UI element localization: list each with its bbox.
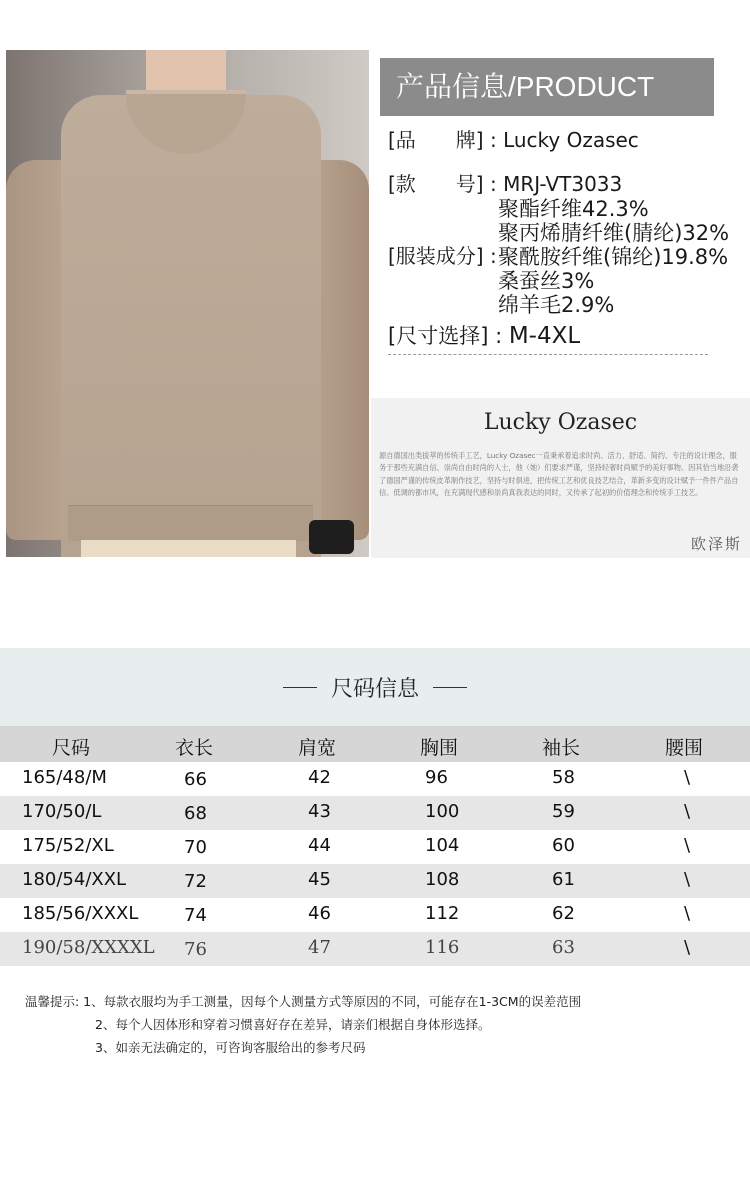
chest-cell: 104 <box>425 835 460 856</box>
sleeve-cell: 58 <box>552 767 575 788</box>
brand-card <box>371 398 750 558</box>
note-line: 3、如亲无法确定的，可咨询客服给出的参考尺码 <box>95 1040 366 1055</box>
divider <box>283 687 317 688</box>
composition-item: 聚丙烯腈纤维(腈纶)32% <box>498 221 730 245</box>
shoulder-cell: 46 <box>308 903 331 924</box>
size-select-row: [尺寸选择] : M-4XL <box>388 320 580 350</box>
waist-cell: \ <box>684 937 691 958</box>
size-table-header <box>0 726 750 762</box>
header-cell: 衣长 <box>175 737 214 759</box>
composition-item: 聚酰胺纤维(锦纶)19.8% <box>498 245 729 269</box>
header-cell: 腰围 <box>665 737 704 759</box>
chest-cell: 96 <box>425 767 448 788</box>
composition-label: [服装成分] <box>388 244 484 268</box>
length-cell: 68 <box>184 803 207 824</box>
table-row <box>0 796 750 830</box>
divider <box>388 354 708 355</box>
product-info-heading: 产品信息/PRODUCT <box>380 58 714 116</box>
size-cell: 180/54/XXL <box>22 869 127 890</box>
waist-cell: \ <box>684 801 691 822</box>
waist-cell: \ <box>684 835 691 856</box>
length-cell: 66 <box>184 769 207 790</box>
divider <box>433 687 467 688</box>
composition-item: 聚酯纤维42.3% <box>498 197 649 221</box>
shoulder-cell: 45 <box>308 869 331 890</box>
table-row <box>0 762 750 796</box>
length-cell: 72 <box>184 871 207 892</box>
shoulder-cell: 47 <box>308 937 331 958</box>
length-cell: 74 <box>184 905 207 926</box>
size-cell: 185/56/XXXL <box>22 903 139 924</box>
chest-cell: 116 <box>425 937 460 958</box>
size-cell: 170/50/L <box>22 801 102 822</box>
header-cell: 胸围 <box>420 737 459 759</box>
composition-row: [服装成分] : <box>388 240 497 269</box>
composition-item: 绵羊毛2.9% <box>498 293 615 317</box>
size-title-text: 尺码信息 <box>330 676 419 702</box>
sleeve-cell: 62 <box>552 903 575 924</box>
brand-row: [品 牌] : Lucky Ozasec <box>388 124 639 153</box>
size-select-value: M-4XL <box>508 323 581 349</box>
note-line: 温馨提示: 1、每款衣服均为手工测量，因每个人测量方式等原因的不同，可能存在1-3CM的误差范围 <box>25 994 582 1009</box>
watch-image <box>309 520 354 554</box>
header-cell: 肩宽 <box>298 737 337 759</box>
header-cell: 袖长 <box>542 737 581 759</box>
composition-list <box>498 197 729 317</box>
model-row: [款 号] : MRJ-VT3033 <box>388 168 622 197</box>
sleeve-cell: 60 <box>552 835 575 856</box>
length-cell: 76 <box>184 939 207 960</box>
size-title <box>0 648 750 726</box>
model-label: [款 号] <box>388 172 484 196</box>
size-cell: 175/52/XL <box>22 835 114 856</box>
shoulder-cell: 42 <box>308 767 331 788</box>
header-cell: 尺码 <box>52 737 91 759</box>
chest-cell: 112 <box>425 903 460 924</box>
brand-logo: Lucky Ozasec <box>483 410 638 435</box>
table-row <box>0 898 750 932</box>
brand-description: 源自德国出类拔萃的传统手工艺，Lucky Ozasec一直秉承着追求时尚、活力、舒适、简约、专注的设计理念，服务于那些充满自信、崇尚自由时尚的人士，他（她）们要求严谨，坚持轻奢时尚赋予的美好事物。因其恰当地沿袭了德国严谨的传统皮革制作技艺，坚持与时俱进，把传统工艺和优良技艺结合，革新多变的设计赋予一件件产品自信、低调的都市风，在充满现代感和崇尚真我表达的同时，又传承了起初的价值理念和传统手工技艺。 <box>379 451 739 498</box>
brand-value: Lucky Ozasec <box>503 128 639 152</box>
size-notes <box>25 990 581 1059</box>
table-row <box>0 932 750 966</box>
chest-cell: 108 <box>425 869 460 890</box>
table-row <box>0 864 750 898</box>
sleeve-cell: 59 <box>552 801 575 822</box>
size-select-label: [尺寸选择] <box>388 324 489 348</box>
waist-cell: \ <box>684 869 691 890</box>
brand-signature: 欧泽斯 <box>690 535 742 553</box>
note-line: 2、每个人因体形和穿着习惯喜好存在差异，请亲们根据自身体形选择。 <box>95 1017 491 1032</box>
chest-cell: 100 <box>425 801 460 822</box>
sleeve-cell: 63 <box>552 937 575 958</box>
composition-item: 桑蚕丝3% <box>498 269 595 293</box>
product-photo <box>6 50 369 557</box>
waist-cell: \ <box>684 903 691 924</box>
sleeve-cell: 61 <box>552 869 575 890</box>
size-cell: 165/48/M <box>22 767 107 788</box>
size-cell: 190/58/XXXXL <box>22 937 155 958</box>
shoulder-cell: 44 <box>308 835 331 856</box>
waist-cell: \ <box>684 767 691 788</box>
length-cell: 70 <box>184 837 207 858</box>
model-value: MRJ-VT3033 <box>503 172 623 196</box>
brand-label: [品 牌] <box>388 128 484 152</box>
table-row <box>0 830 750 864</box>
shoulder-cell: 43 <box>308 801 331 822</box>
